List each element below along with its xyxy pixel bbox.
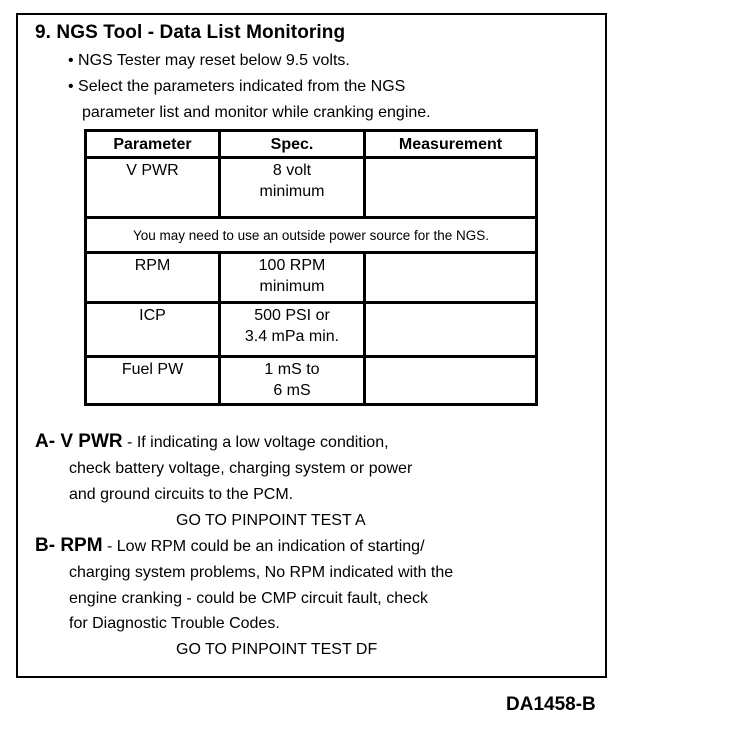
note-b-line-2: charging system problems, No RPM indicated with the bbox=[69, 564, 454, 581]
spec-line: minimum bbox=[259, 183, 325, 200]
parameter-cell: ICP bbox=[86, 303, 220, 357]
note-b-line-4: for Diagnostic Trouble Codes. bbox=[69, 615, 280, 632]
spec-line: 3.4 mPa min. bbox=[244, 328, 340, 345]
spec-line: minimum bbox=[259, 278, 325, 295]
figure-code: DA1458-B bbox=[506, 694, 596, 715]
table-header-row bbox=[86, 131, 537, 158]
measurement-cell bbox=[365, 253, 537, 303]
table-row bbox=[86, 253, 537, 303]
header-parameter: Parameter bbox=[86, 131, 220, 158]
table-row bbox=[86, 357, 537, 405]
spec-line: 1 mS to bbox=[264, 361, 320, 378]
spec-line: 500 PSI or bbox=[254, 307, 330, 324]
measurement-cell bbox=[365, 303, 537, 357]
spec-cell bbox=[220, 253, 365, 303]
spec-line: 6 mS bbox=[273, 382, 311, 399]
note-b-label: B- RPM bbox=[35, 535, 103, 556]
goto-pinpoint-test-a: GO TO PINPOINT TEST A bbox=[176, 512, 366, 529]
note-a-line-2: check battery voltage, charging system or power bbox=[69, 460, 413, 477]
note-b-text: - Low RPM could be an indication of starting/ bbox=[102, 538, 425, 555]
measurement-cell bbox=[365, 158, 537, 218]
note-a-text: - If indicating a low voltage condition, bbox=[122, 434, 389, 451]
table-note-row bbox=[86, 218, 537, 253]
header-spec: Spec. bbox=[220, 131, 365, 158]
parameter-cell: RPM bbox=[86, 253, 220, 303]
spec-line: 8 volt bbox=[272, 162, 312, 179]
spec-line: 100 RPM bbox=[258, 257, 326, 274]
spec-cell bbox=[220, 303, 365, 357]
note-a-line-3: and ground circuits to the PCM. bbox=[69, 486, 294, 503]
parameter-cell: V PWR bbox=[86, 158, 220, 218]
bullet-select-parameters-cont: parameter list and monitor while cranking engine. bbox=[82, 104, 431, 121]
power-source-note: You may need to use an outside power source for the NGS. bbox=[86, 218, 537, 253]
bullet-select-parameters: • Select the parameters indicated from the NGS bbox=[68, 78, 406, 95]
parameter-cell: Fuel PW bbox=[86, 357, 220, 405]
table-row bbox=[86, 158, 537, 218]
header-measurement: Measurement bbox=[365, 131, 537, 158]
note-b-line-1 bbox=[35, 535, 425, 557]
table-row bbox=[86, 303, 537, 357]
note-b-line-3: engine cranking - could be CMP circuit fault, check bbox=[69, 590, 428, 607]
goto-pinpoint-test-df: GO TO PINPOINT TEST DF bbox=[176, 641, 378, 658]
bullet-reset-voltage: • NGS Tester may reset below 9.5 volts. bbox=[68, 52, 350, 69]
measurement-cell bbox=[365, 357, 537, 405]
note-a-line-1 bbox=[35, 431, 389, 453]
note-a-label: A- V PWR bbox=[35, 431, 123, 452]
section-title: 9. NGS Tool - Data List Monitoring bbox=[35, 22, 346, 43]
parameter-table bbox=[84, 129, 538, 406]
spec-cell bbox=[220, 357, 365, 405]
spec-cell bbox=[220, 158, 365, 218]
